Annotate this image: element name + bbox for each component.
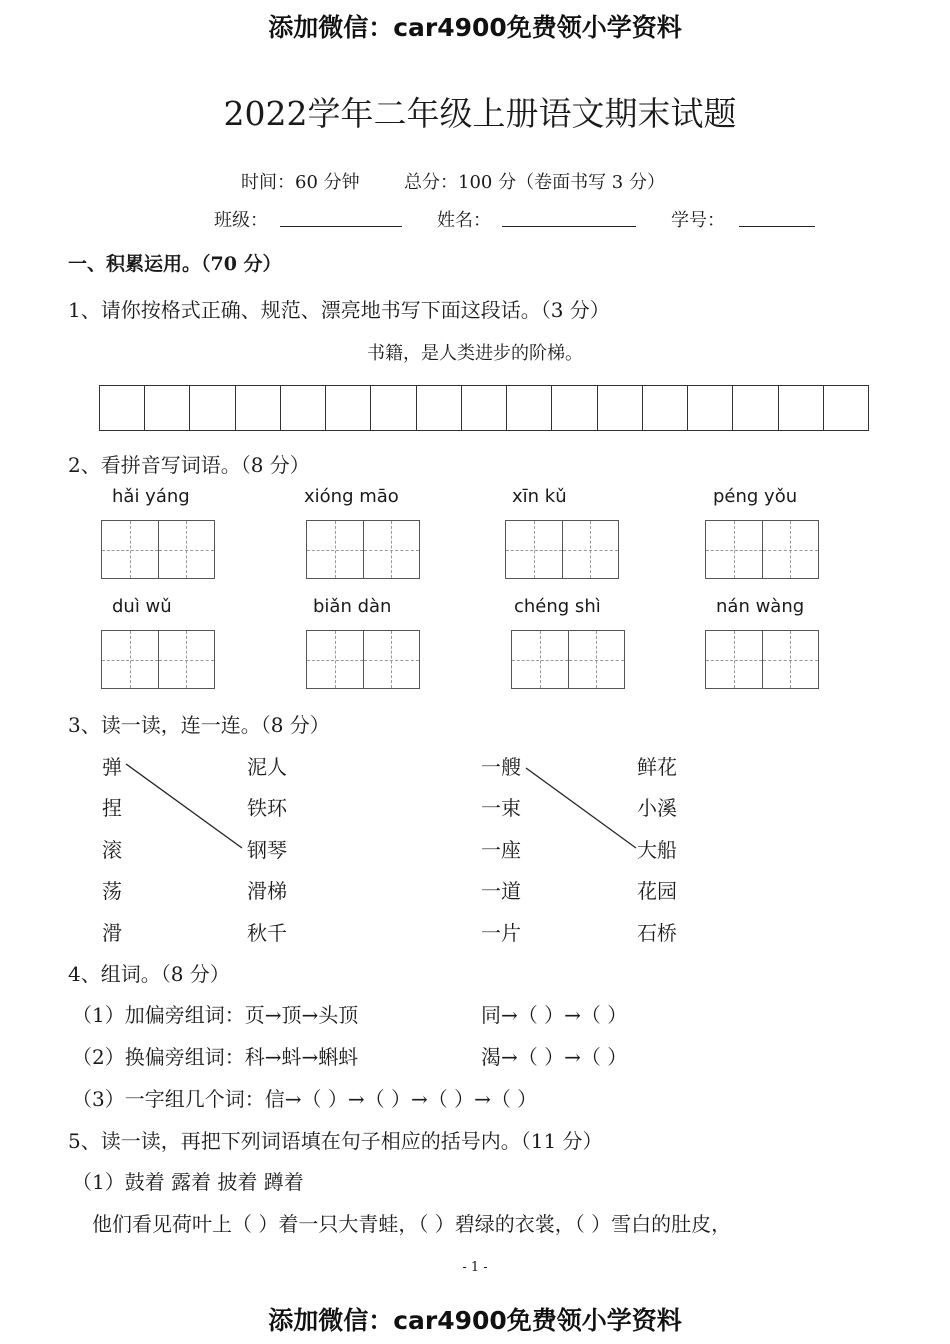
writing-cell[interactable] (236, 386, 281, 430)
name-label: 姓名： (437, 210, 491, 231)
class-blank[interactable] (280, 208, 402, 227)
writing-cell[interactable] (100, 386, 145, 430)
exam-time: 时间：60 分钟 (241, 172, 360, 193)
grid-cell[interactable] (158, 521, 215, 578)
grid-cell[interactable] (762, 521, 819, 578)
match-left-object[interactable]: 泥人 (247, 755, 287, 779)
tianzi-grid[interactable] (705, 630, 819, 689)
match-right-measure[interactable]: 一片 (481, 921, 521, 945)
match-right-measure[interactable]: 一道 (481, 879, 521, 903)
grid-cell[interactable] (762, 631, 819, 688)
writing-cell[interactable] (688, 386, 733, 430)
grid-cell[interactable] (363, 521, 420, 578)
match-right-object[interactable]: 鲜花 (637, 755, 677, 779)
writing-cell[interactable] (190, 386, 235, 430)
pinyin-label: chéng shì (514, 596, 601, 617)
match-left-object[interactable]: 秋千 (247, 921, 287, 945)
pinyin-label: nán wàng (716, 596, 805, 617)
grid-cell[interactable] (307, 521, 363, 578)
match-left-object[interactable]: 钢琴 (247, 838, 287, 862)
watermark-bottom: 添加微信：car4900免费领小学资料 (268, 1306, 682, 1335)
match-right-object[interactable]: 小溪 (637, 796, 677, 820)
id-blank[interactable] (739, 208, 815, 227)
match-left-word[interactable]: 滚 (102, 838, 122, 862)
question-4-line-2-answer[interactable]: 渴→（ ）→（ ） (481, 1045, 628, 1069)
match-right-measure[interactable]: 一座 (481, 838, 521, 862)
exam-total: 总分：100 分（卷面书写 3 分） (404, 172, 665, 193)
match-left-object[interactable]: 铁环 (247, 796, 287, 820)
tianzi-grid[interactable] (505, 520, 619, 579)
pinyin-label: biǎn dàn (313, 596, 392, 617)
writing-cell[interactable] (733, 386, 778, 430)
question-4-prompt: 4、组词。（8 分） (68, 962, 230, 986)
writing-cell[interactable] (281, 386, 326, 430)
writing-grid[interactable] (99, 385, 869, 431)
writing-cell[interactable] (598, 386, 643, 430)
writing-cell[interactable] (462, 386, 507, 430)
match-right-object[interactable]: 石桥 (637, 921, 677, 945)
match-line (526, 768, 636, 848)
question-1-prompt: 1、请你按格式正确、规范、漂亮地书写下面这段话。（3 分） (68, 298, 610, 322)
grid-cell[interactable] (706, 521, 762, 578)
writing-cell[interactable] (145, 386, 190, 430)
writing-cell[interactable] (507, 386, 552, 430)
grid-cell[interactable] (158, 631, 215, 688)
match-left-word[interactable]: 弹 (102, 755, 122, 779)
tianzi-grid[interactable] (511, 630, 625, 689)
grid-cell[interactable] (562, 521, 619, 578)
match-left-word[interactable]: 捏 (102, 796, 122, 820)
id-label: 学号： (671, 210, 725, 231)
matching-lines (0, 740, 950, 980)
name-blank[interactable] (502, 208, 636, 227)
pinyin-label: duì wǔ (112, 596, 172, 617)
pinyin-label: xīn kǔ (512, 486, 567, 507)
question-4-line-1: （1）加偏旁组词：页→顶→头顶 (72, 1003, 359, 1027)
writing-cell[interactable] (824, 386, 868, 430)
question-2-prompt: 2、看拼音写词语。（8 分） (68, 453, 310, 477)
tianzi-grid[interactable] (101, 630, 215, 689)
writing-cell[interactable] (326, 386, 371, 430)
page-number: - 1 - (462, 1260, 488, 1275)
grid-cell[interactable] (102, 631, 158, 688)
writing-cell[interactable] (417, 386, 462, 430)
grid-cell[interactable] (706, 631, 762, 688)
writing-cell[interactable] (552, 386, 597, 430)
grid-cell[interactable] (363, 631, 420, 688)
tianzi-grid[interactable] (101, 520, 215, 579)
class-label: 班级： (214, 210, 268, 231)
section-heading: 一、积累运用。（70 分） (68, 253, 282, 275)
match-left-object[interactable]: 滑梯 (247, 879, 287, 903)
grid-cell[interactable] (307, 631, 363, 688)
question-1-sentence: 书籍，是人类进步的阶梯。 (367, 343, 583, 364)
grid-cell[interactable] (512, 631, 568, 688)
match-right-object[interactable]: 花园 (637, 879, 677, 903)
match-right-measure[interactable]: 一束 (481, 796, 521, 820)
grid-cell[interactable] (506, 521, 562, 578)
pinyin-label: xióng māo (304, 486, 399, 507)
match-line (126, 764, 242, 848)
grid-cell[interactable] (102, 521, 158, 578)
match-left-word[interactable]: 荡 (102, 879, 122, 903)
question-4-line-2: （2）换偏旁组词：科→蚪→蝌蚪 (72, 1045, 359, 1069)
question-5-prompt: 5、读一读，再把下列词语填在句子相应的括号内。（11 分） (68, 1129, 603, 1153)
question-5-sentence[interactable]: 他们看见荷叶上（ ）着一只大青蛙，（ ）碧绿的衣裳，（ ）雪白的肚皮， (92, 1212, 732, 1236)
writing-cell[interactable] (643, 386, 688, 430)
grid-cell[interactable] (568, 631, 625, 688)
writing-cell[interactable] (779, 386, 824, 430)
tianzi-grid[interactable] (306, 520, 420, 579)
match-right-measure[interactable]: 一艘 (481, 755, 521, 779)
question-5-word-bank: （1）鼓着 露着 披着 蹲着 (72, 1170, 304, 1194)
question-4-line-3[interactable]: （3）一字组几个词：信→（ ）→（ ）→（ ）→（ ） (72, 1087, 538, 1111)
page-title: 2022学年二年级上册语文期末试题 (223, 94, 737, 133)
pinyin-label: hǎi yáng (112, 486, 190, 507)
tianzi-grid[interactable] (306, 630, 420, 689)
writing-cell[interactable] (371, 386, 416, 430)
question-3-prompt: 3、读一读，连一连。（8 分） (68, 713, 330, 737)
question-4-line-1-answer[interactable]: 同→（ ）→（ ） (481, 1003, 628, 1027)
pinyin-label: péng yǒu (713, 486, 798, 507)
tianzi-grid[interactable] (705, 520, 819, 579)
watermark-top: 添加微信：car4900免费领小学资料 (268, 13, 682, 42)
match-right-object[interactable]: 大船 (637, 838, 677, 862)
match-left-word[interactable]: 滑 (102, 921, 122, 945)
